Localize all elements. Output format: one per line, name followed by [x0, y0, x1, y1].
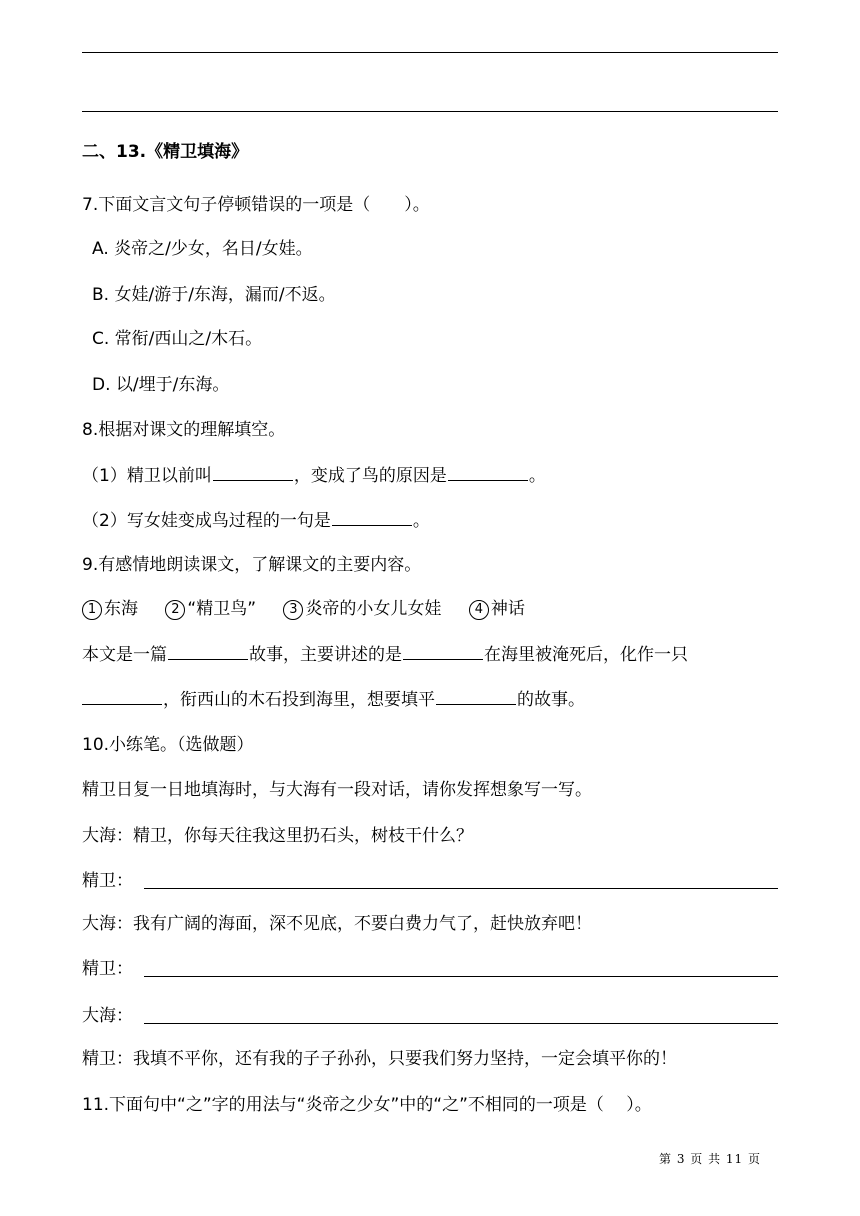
fill-blank[interactable]	[82, 687, 162, 705]
q8-text: 。	[528, 466, 546, 486]
q9-choice-text: 炎帝的小女儿女娃	[305, 599, 442, 619]
fill-blank[interactable]	[436, 687, 516, 705]
q9-choice	[165, 597, 256, 621]
answer-blank-jingwei-1[interactable]	[144, 888, 778, 889]
q9-choice-text: “精卫鸟”	[187, 599, 257, 619]
q7-option-b: B. 女娃/游于/东海，漏而/不返。	[92, 285, 336, 305]
answer-line	[82, 111, 778, 112]
q8-text: （1）精卫以前叫	[82, 466, 212, 486]
circled-number: 1	[82, 600, 102, 620]
fill-blank[interactable]	[403, 642, 483, 660]
fill-blank[interactable]	[332, 508, 412, 526]
question-9-stem: 9.有感情地朗读课文，了解课文的主要内容。	[82, 555, 422, 575]
fill-blank[interactable]	[213, 463, 293, 481]
page-footer: 第 3 页 共 11 页	[659, 1152, 761, 1166]
dialogue-sea-label: 大海：	[82, 1006, 133, 1026]
q7-option-a: A. 炎帝之/少女，名日/女娃。	[92, 239, 313, 259]
q7-option-d: D. 以/埋于/东海。	[92, 375, 230, 395]
circled-number: 2	[165, 600, 185, 620]
answer-blank-jingwei-2[interactable]	[144, 976, 778, 977]
q8-text: 。	[412, 511, 430, 531]
q9-choice	[82, 597, 138, 621]
q8-text: （2）写女娃变成鸟过程的一句是	[82, 511, 331, 531]
circled-number: 4	[469, 600, 489, 620]
question-7-stem: 7.下面文言文句子停顿错误的一项是（ ）。	[82, 195, 430, 215]
q9-text: 故事，主要讲述的是	[249, 645, 402, 665]
q8-part-2	[82, 508, 430, 533]
q9-text: 在海里被淹死后，化作一只	[484, 645, 688, 665]
dialogue-sea-1: 大海：精卫，你每天往我这里扔石头，树枝干什么？	[82, 826, 473, 846]
q9-text: 的故事。	[517, 690, 585, 710]
q9-choice	[283, 597, 441, 621]
dialogue-jingwei-label: 精卫：	[82, 871, 133, 891]
circled-number: 3	[283, 600, 303, 620]
question-10-stem: 10.小练笔。（选做题）	[82, 735, 254, 755]
q9-sentence-2	[82, 687, 585, 712]
q9-choice-text: 神话	[490, 599, 525, 619]
fill-blank[interactable]	[448, 463, 528, 481]
fill-blank[interactable]	[168, 642, 248, 660]
q9-choice	[469, 597, 525, 621]
question-11-stem: 11.下面句中“之”字的用法与“炎帝之少女”中的“之”不相同的一项是（ ）。	[82, 1095, 652, 1115]
dialogue-sea-2: 大海：我有广阔的海面，深不见底，不要白费力气了，赶快放弃吧！	[82, 914, 592, 934]
section-title: 二、13.《精卫填海》	[82, 142, 249, 162]
dialogue-jingwei-label: 精卫：	[82, 959, 133, 979]
q9-text: ，衔西山的木石投到海里，想要填平	[163, 690, 435, 710]
q9-choice-text: 东海	[104, 599, 138, 619]
q9-choices	[82, 597, 547, 621]
dialogue-jingwei-final: 精卫：我填不平你，还有我的子子孙孙，只要我们努力坚持，一定会填平你的！	[82, 1049, 677, 1069]
question-8-stem: 8.根据对课文的理解填空。	[82, 420, 286, 440]
q8-text: ，变成了鸟的原因是	[293, 466, 447, 486]
q8-part-1	[82, 463, 546, 488]
q9-text: 本文是一篇	[82, 645, 167, 665]
q9-sentence-1	[82, 642, 688, 667]
q10-intro: 精卫日复一日地填海时，与大海有一段对话，请你发挥想象写一写。	[82, 780, 592, 800]
answer-blank-sea[interactable]	[144, 1023, 778, 1024]
q7-option-c: C. 常衔/西山之/木石。	[92, 329, 263, 349]
answer-line	[82, 52, 778, 53]
